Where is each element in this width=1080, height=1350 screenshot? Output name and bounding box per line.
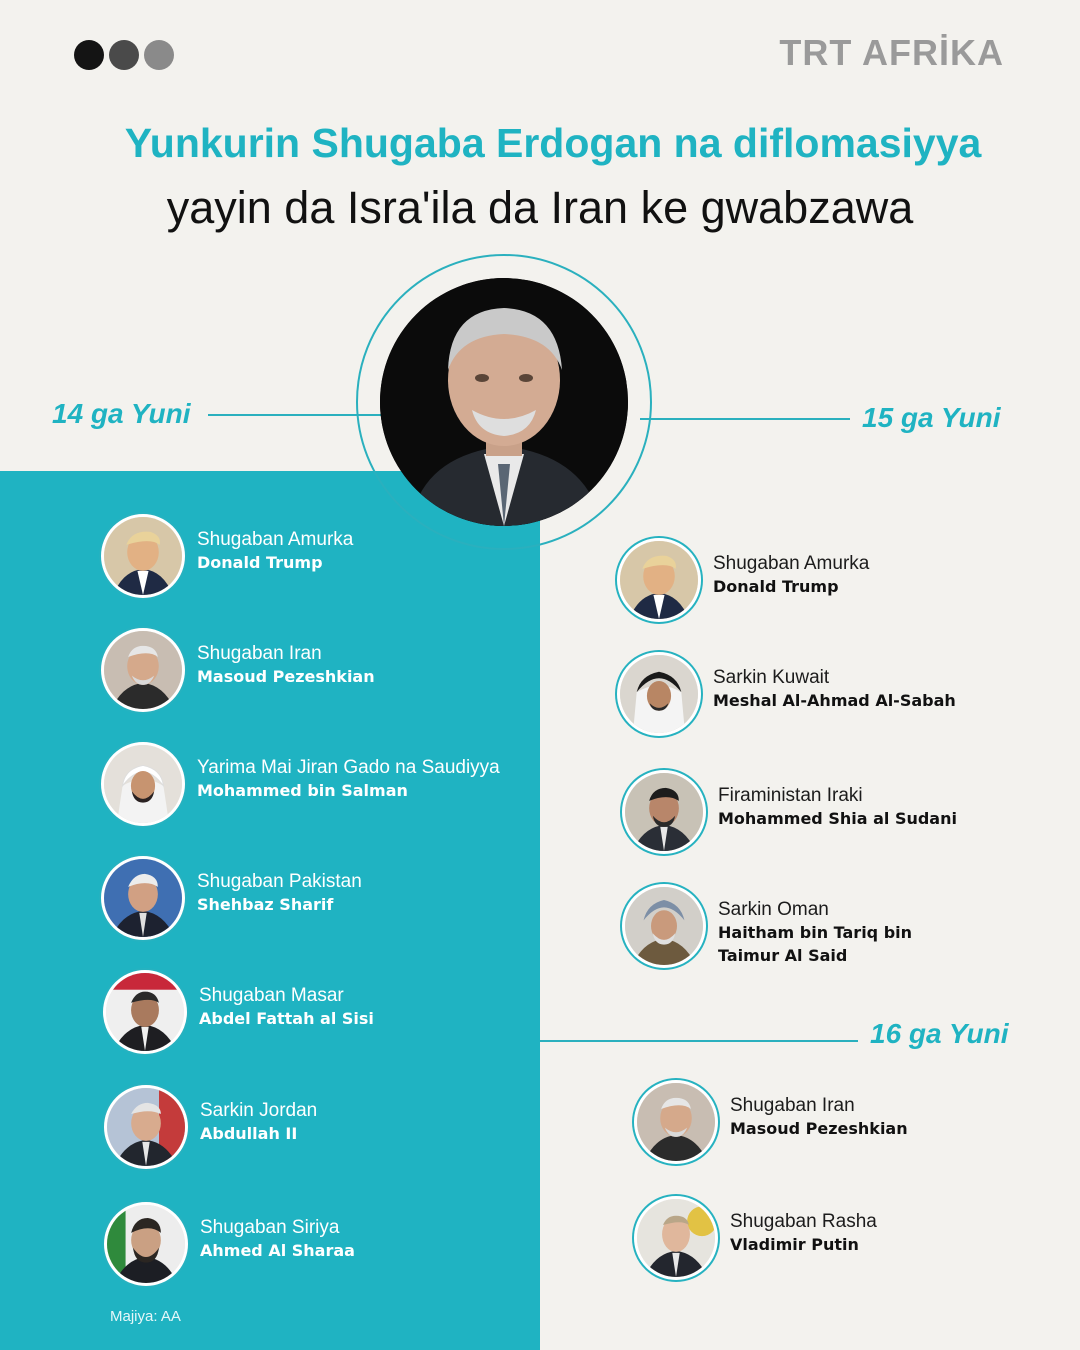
caller-name: Shehbaz Sharif — [197, 895, 334, 914]
dot-icon — [109, 40, 139, 70]
list-item — [101, 742, 500, 826]
list-item — [617, 652, 956, 736]
caller-role: Firaministan Iraki — [718, 785, 863, 806]
list-item — [101, 856, 362, 940]
portrait-icon — [101, 856, 185, 940]
portrait-icon — [634, 1196, 718, 1280]
list-item — [104, 1085, 317, 1169]
caller-role: Sarkin Kuwait — [713, 667, 830, 688]
caller-name: Meshal Al-Ahmad Al-Sabah — [713, 691, 956, 710]
source-label: Majiya: AA — [110, 1308, 181, 1325]
caller-name: Mohammed bin Salman — [197, 781, 408, 800]
caller-name: Vladimir Putin — [730, 1235, 859, 1254]
portrait-icon — [101, 742, 185, 826]
caller-role: Shugaban Siriya — [200, 1217, 340, 1238]
list-item — [634, 1080, 908, 1164]
caller-role: Shugaban Masar — [199, 985, 344, 1006]
caller-role: Shugaban Amurka — [197, 529, 354, 550]
caller-role: Yarima Mai Jiran Gado na Saudiyya — [197, 757, 500, 778]
portrait-icon — [617, 652, 701, 736]
caller-role: Shugaban Amurka — [713, 553, 870, 574]
portrait-icon — [103, 970, 187, 1054]
caller-name: Abdel Fattah al Sisi — [199, 1009, 374, 1028]
list-item — [617, 538, 869, 622]
portrait-icon — [622, 770, 706, 854]
portrait-icon — [104, 1202, 188, 1286]
list-item — [622, 884, 912, 968]
date-label-right-bottom: 16 ga Yuni — [870, 1018, 1009, 1049]
date-label-right-top: 15 ga Yuni — [862, 402, 1001, 433]
caller-name: Masoud Pezeshkian — [197, 667, 375, 686]
caller-role: Shugaban Rasha — [730, 1211, 877, 1232]
dot-icon — [74, 40, 104, 70]
list-item — [634, 1196, 877, 1280]
page-subtitle: yayin da Isra'ila da Iran ke gwabzawa — [166, 182, 914, 233]
caller-name: Ahmed Al Sharaa — [200, 1241, 355, 1260]
list-item — [101, 628, 375, 712]
portrait-icon — [101, 514, 185, 598]
portrait-icon — [617, 538, 701, 622]
caller-role: Shugaban Iran — [197, 643, 322, 664]
connector-line-right-top — [640, 418, 850, 420]
portrait-icon — [104, 1085, 188, 1169]
list-item — [101, 514, 353, 598]
page-title: Yunkurin Shugaba Erdogan na diflomasiyya — [124, 120, 982, 166]
list-item — [622, 770, 957, 854]
list-item — [103, 970, 374, 1054]
portrait-icon — [634, 1080, 718, 1164]
connector-line-right-bottom — [540, 1040, 858, 1042]
caller-role: Sarkin Jordan — [200, 1100, 318, 1121]
list-item — [104, 1202, 355, 1286]
caller-role: Shugaban Iran — [730, 1095, 855, 1116]
caller-role: Sarkin Oman — [718, 899, 829, 920]
portrait-icon — [101, 628, 185, 712]
brand-logo: TRT AFRİKA — [779, 32, 1004, 73]
portrait-icon — [380, 278, 628, 526]
caller-name: Donald Trump — [197, 553, 323, 572]
portrait-icon — [622, 884, 706, 968]
caller-name: Donald Trump — [713, 577, 839, 596]
caller-name: Haitham bin Tariq bin — [718, 923, 913, 942]
caller-role: Shugaban Pakistan — [197, 871, 362, 892]
dot-icon — [144, 40, 174, 70]
window-dots — [74, 40, 174, 70]
caller-name: Abdullah II — [200, 1124, 298, 1143]
caller-name: Masoud Pezeshkian — [730, 1119, 908, 1138]
caller-name: Taimur Al Said — [718, 946, 848, 965]
caller-name: Mohammed Shia al Sudani — [718, 809, 957, 828]
date-label-left: 14 ga Yuni — [52, 398, 191, 429]
